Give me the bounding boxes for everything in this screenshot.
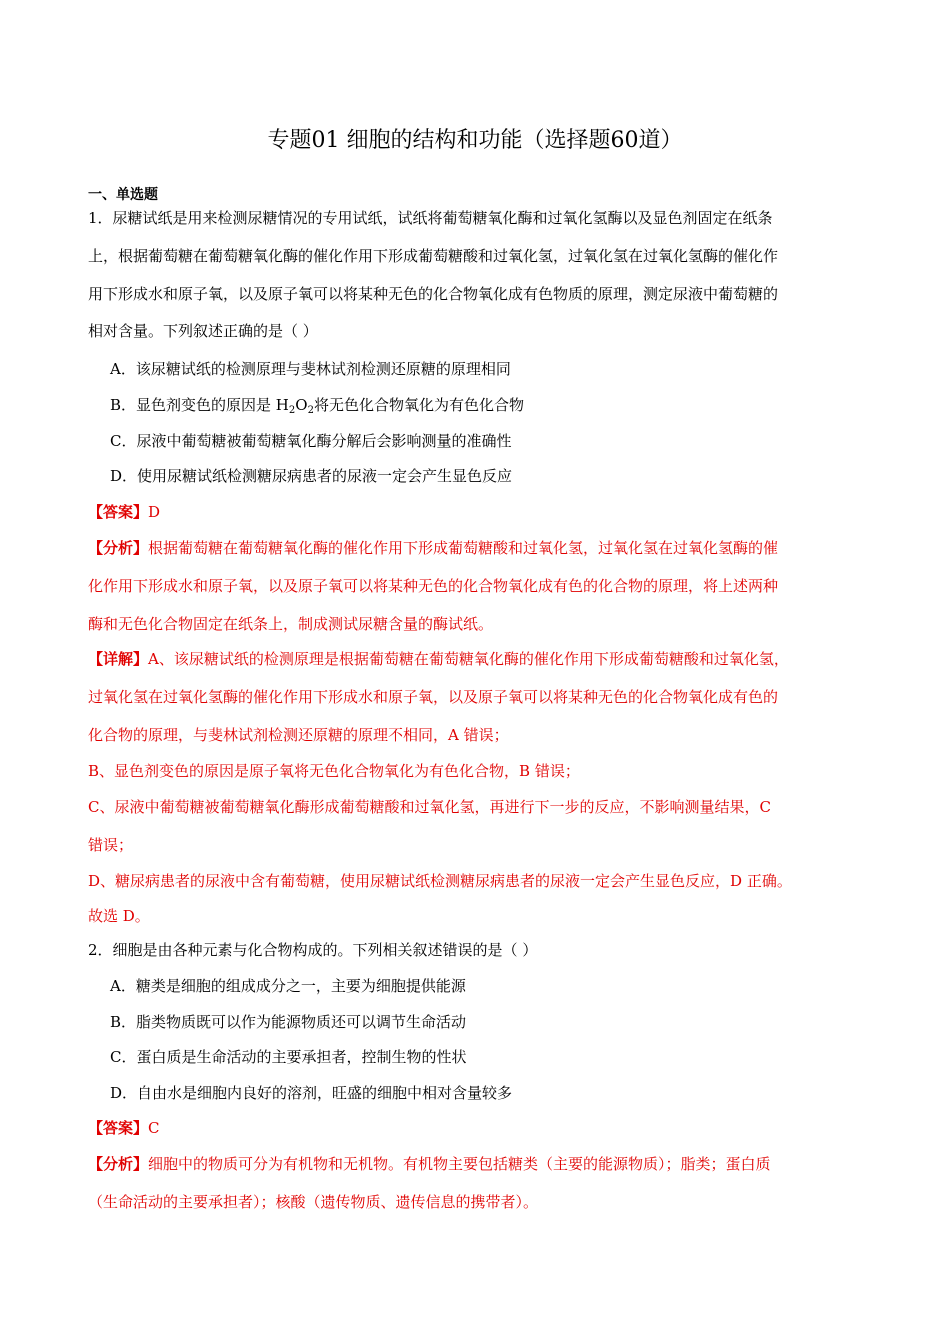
q2-answer xyxy=(88,1117,868,1139)
analysis-text: 根据葡萄糖在葡萄糖氧化酶的催化作用下形成葡萄糖酸和过氧化氢，过氧化氢在过氧化氢酶的催 xyxy=(148,539,779,557)
q1-detail-line xyxy=(88,648,868,670)
q2-option-a: A．糖类是细胞的组成成分之一，主要为细胞提供能源 xyxy=(110,977,466,995)
q1-option-b xyxy=(110,394,890,416)
answer-value: D xyxy=(148,503,161,521)
q1-analysis-line: 酶和无色化合物固定在纸条上，制成测试尿糖含量的酶试纸。 xyxy=(88,615,494,633)
analysis-text: 细胞中的物质可分为有机物和无机物。有机物主要包括糖类（主要的能源物质）；脂类；蛋白质 xyxy=(148,1155,771,1173)
q1-detail-line: D、糖尿病患者的尿液中含有葡萄糖，使用尿糖试纸检测糖尿病患者的尿液一定会产生显色反应，D 正确。 xyxy=(88,872,792,890)
q1-detail-line: 过氧化氢在过氧化氢酶的催化作用下形成水和原子氧，以及原子氧可以将某种无色的化合物氧化成有色的 xyxy=(88,688,779,706)
analysis-tag: 【分析】 xyxy=(88,1155,149,1173)
answer-tag: 【答案】 xyxy=(88,1119,149,1137)
q1-detail-line: 错误； xyxy=(88,836,134,854)
q1-option-b-text: 将无色化合物氧化为有色化合物 xyxy=(313,396,524,414)
q1-option-d: D．使用尿糖试纸检测糖尿病患者的尿液一定会产生显色反应 xyxy=(110,467,513,485)
q1-option-b-subscript: 2 xyxy=(288,405,296,416)
q2-option-c: C．蛋白质是生命活动的主要承担者，控制生物的性状 xyxy=(110,1048,467,1066)
answer-value: C xyxy=(148,1119,160,1137)
section-heading: 一、单选题 xyxy=(88,187,158,203)
q1-analysis-line: 化作用下形成水和原子氧，以及原子氧可以将某种无色的化合物氧化成有色的化合物的原理，将上述两种 xyxy=(88,577,779,595)
detail-text: A、该尿糖试纸的检测原理是根据葡萄糖在葡萄糖氧化酶的催化作用下形成葡萄糖酸和过氧化氢， xyxy=(148,650,789,668)
q1-detail-line: 化合物的原理，与斐林试剂检测还原糖的原理不相同，A 错误； xyxy=(88,726,509,744)
q2-analysis-line: （生命活动的主要承担者）；核酸（遗传物质、遗传信息的携带者）。 xyxy=(88,1193,539,1211)
q1-detail-line: C、尿液中葡萄糖被葡萄糖氧化酶形成葡萄糖酸和过氧化氢，再进行下一步的反应，不影响测量结果，C xyxy=(88,798,771,816)
q1-answer xyxy=(88,501,868,523)
q1-option-a: A．该尿糖试纸的检测原理与斐林试剂检测还原糖的原理相同 xyxy=(110,360,511,378)
page-title: 专题01 细胞的结构和功能（选择题60道） xyxy=(267,128,683,153)
q1-detail-line: 故选 D。 xyxy=(88,907,150,925)
q1-stem-line: 上，根据葡萄糖在葡萄糖氧化酶的催化作用下形成葡萄糖酸和过氧化氢，过氧化氢在过氧化氢酶的催化作 xyxy=(88,247,779,265)
answer-tag: 【答案】 xyxy=(88,503,149,521)
q1-option-c: C．尿液中葡萄糖被葡萄糖氧化酶分解后会影响测量的准确性 xyxy=(110,432,512,450)
q2-option-d: D．自由水是细胞内良好的溶剂，旺盛的细胞中相对含量较多 xyxy=(110,1084,513,1102)
q1-stem-line: 相对含量。下列叙述正确的是（ ） xyxy=(88,322,318,340)
q2-analysis-line xyxy=(88,1153,868,1175)
q1-stem-line: 1．尿糖试纸是用来检测尿糖情况的专用试纸，试纸将葡萄糖氧化酶和过氧化氢酶以及显色剂固定在纸条 xyxy=(88,209,773,227)
q1-detail-line: B、显色剂变色的原因是原子氧将无色化合物氧化为有色化合物，B 错误； xyxy=(88,762,580,780)
q1-option-b-subscript: 2 xyxy=(307,405,314,416)
q2-option-b: B．脂类物质既可以作为能源物质还可以调节生命活动 xyxy=(110,1013,467,1031)
q1-stem-line: 用下形成水和原子氧，以及原子氧可以将某种无色的化合物氧化成有色物质的原理，测定尿液中葡萄糖的 xyxy=(88,285,779,303)
detail-tag: 【详解】 xyxy=(88,650,149,668)
analysis-tag: 【分析】 xyxy=(88,539,149,557)
q2-stem: 2．细胞是由各种元素与化合物构成的。下列相关叙述错误的是（ ） xyxy=(88,941,538,959)
q1-option-b-text: O xyxy=(295,396,308,414)
q1-analysis-line xyxy=(88,537,868,559)
q1-option-b-text: B．显色剂变色的原因是 H xyxy=(110,396,289,414)
